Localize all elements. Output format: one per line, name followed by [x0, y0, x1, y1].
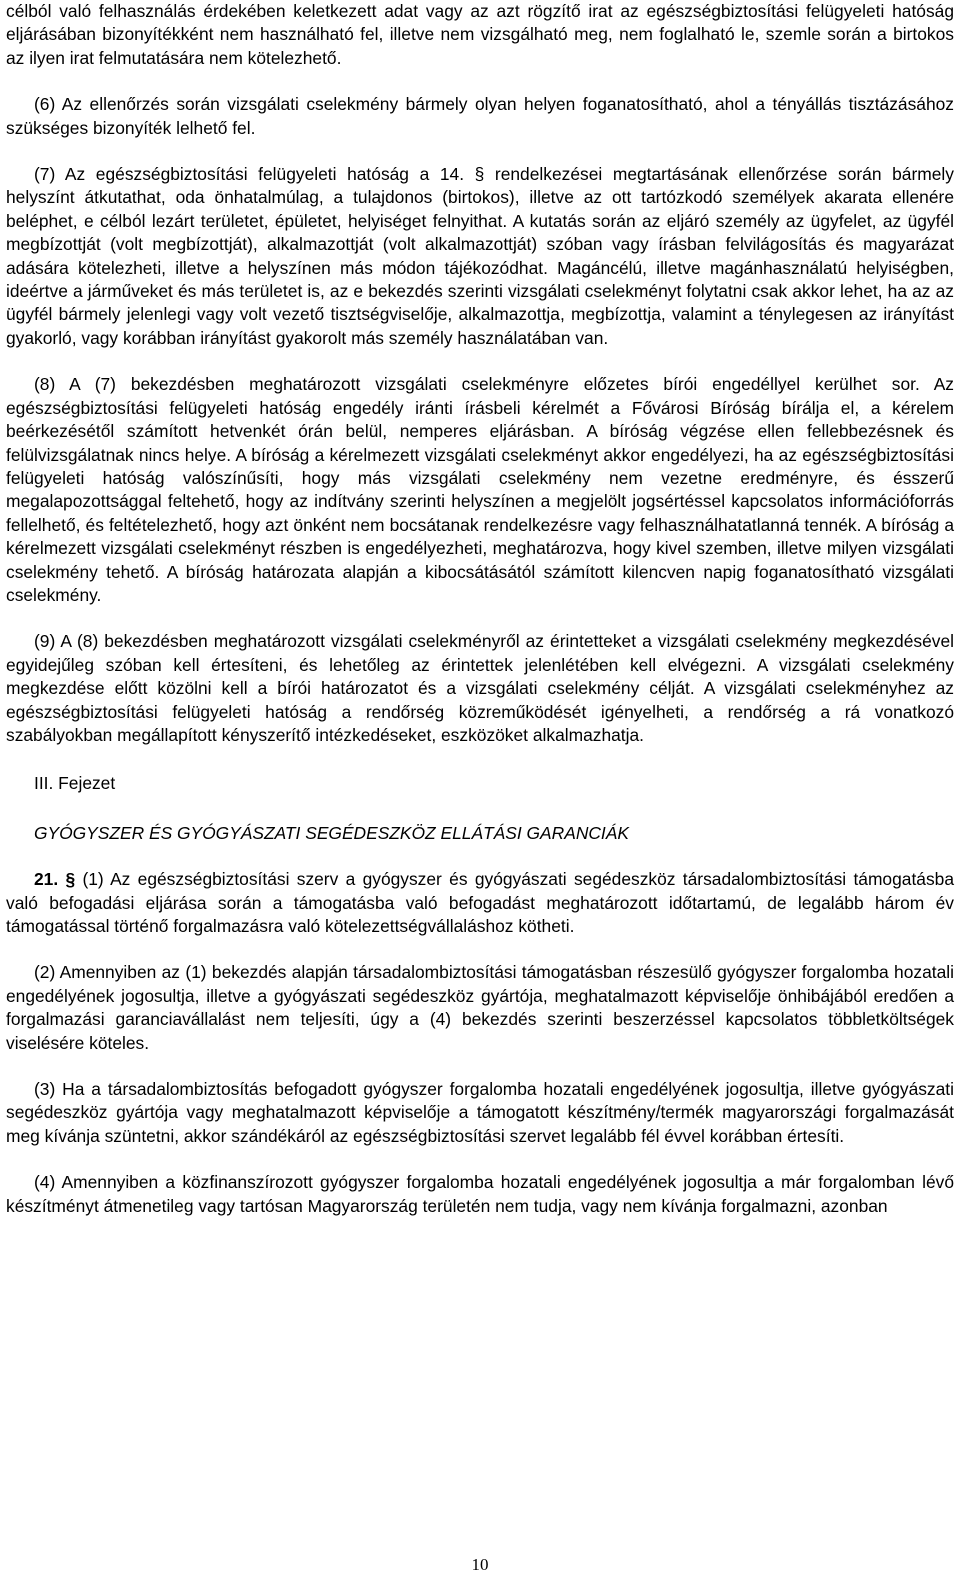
- paragraph-7: (7) Az egészségbiztosítási felügyeleti hatóság a 14. § rendelkezései megtartásának ellenőrzése során bármely helyszínt átkutathat, oda önhatalmúlag, a tulajdonos (birtokos), illetve az ott tartózkodó személyek akarata ellenére beléphet, e célból lezárt területet, épületet, helyiséget felnyithat. A kutatás során az eljáró személy az ügyfelet, az ügyfél megbízottját (volt megbízottját), alkalmazottját (volt alkalmazottját) szóban vagy írásban felvilágosítás és magyarázat adására kötelezheti, illetve a helyszínen más módon tájékozódhat. Magáncélú, illetve magánhasználatú helyiségben, ideértve a járműveket és más területet is, az e bekezdés szerinti vizsgálati cselekményt folytatni csak akkor lehet, ha az az ügyfél bármely jelenlegi vagy volt vezető tisztségviselője, alkalmazottja, megbízottja, valamint a ténylegesen az irányítást gyakorló, vagy korábban irányítást gyakorolt más személy használatában van.: [6, 164, 954, 348]
- intro-paragraph: célból való felhasználás érdekében keletkezett adat vagy az azt rögzítő irat az egészségbiztosítási felügyeleti hatóság eljárásában bizonyítékként nem használható fel, illetve nem vizsgálható meg, nem foglalható le, szemle során a birtokos az ilyen irat felmutatására nem kötelezhető.: [6, 1, 954, 68]
- page-number: 10: [471, 1555, 489, 1574]
- paragraph-8: (8) A (7) bekezdésben meghatározott vizsgálati cselekményre előzetes bírói engedéllyel kerülhet sor. Az egészségbiztosítási felügyeleti hatóság engedély iránti írásbeli kérelmét a Fővárosi Bíróság bírálja el, a kérelem beérkezésétől számított hetvenkét órán belül, nemperes eljárásban. A bíróság végzése ellen fellebbezésnek és felülvizsgálatnak nincs helye. A bíróság a kérelmezett vizsgálati cselekményt akkor engedélyezi, ha az egészségbiztosítási felügyeleti hatóság valószínűsíti, hogy más vizsgálati cselekmény nem vezetne eredményre, és ésszerű megalapozottsággal feltehető, hogy az indítvány szerinti helyszínen a megjelölt jogsértéssel kapcsolatos információforrás fellelhető, és feltételezhető, hogy azt önként nem bocsátanak rendelkezésre vagy felhasználhatatlanná tennék. A bíróság a kérelmezett vizsgálati cselekményt részben is engedélyezheti, meghatározva, hogy kivel szemben, illetve milyen vizsgálati cselekmény tehető. A bíróság határozata alapján a kibocsátásától számított kilencven napig foganatosítható vizsgálati cselekmény.: [6, 374, 954, 605]
- section-number: 21. §: [34, 869, 76, 890]
- section-21-paragraph-2: (2) Amennyiben az (1) bekezdés alapján társadalombiztosítási támogatásban részesülő gyógyszer forgalomba hozatali engedélyének jogosultja, illetve a gyógyászati segédeszköz gyártója, meghatalmazott képviselője önhibájából eredően a forgalmazási garanciavállalást nem teljesíti, úgy a (4) bekezdés szerinti beszerzéssel kapcsolatos többletköltségek viselésére köteles.: [6, 962, 954, 1053]
- document-page: [6, 0, 954, 1218]
- chapter-heading: III. Fejezet: [34, 773, 116, 794]
- paragraph-6: (6) Az ellenőrzés során vizsgálati cselekmény bármely olyan helyen foganatosítható, ahol a tényállás tisztázásához szükséges bizonyíték lelhető fel.: [6, 94, 954, 138]
- section-21-text-1: (1) Az egészségbiztosítási szerv a gyógyszer és gyógyászati segédeszköz társadalombiztosítási támogatásba való befogadási eljárása során a támogatásba való befogadást meghatározott időtartamú, de legalább három év támogatással történő forgalmazásra való kötelezettségvállaláshoz kötheti.: [6, 869, 954, 936]
- section-21-paragraph-3: (3) Ha a társadalombiztosítás befogadott gyógyszer forgalomba hozatali engedélyének jogosultja, illetve gyógyászati segédeszköz gyártója vagy meghatalmazott képviselője a támogatott készítmény/termék magyarországi forgalmazását meg kívánja szüntetni, akkor szándékáról az egészségbiztosítási szervet legalább fél évvel korábban értesíti.: [6, 1079, 954, 1146]
- section-21-paragraph-4: (4) Amennyiben a közfinanszírozott gyógyszer forgalomba hozatali engedélyének jogosultja a már forgalomban lévő készítményt átmenetileg vagy tartósan Magyarország területén nem tudja, vagy nem kívánja forgalmazni, azonban: [6, 1172, 954, 1216]
- section-21-paragraph-1: [6, 868, 954, 938]
- paragraph-9: (9) A (8) bekezdésben meghatározott vizsgálati cselekményről az érintetteket a vizsgálati cselekmény megkezdésével egyidejűleg szóban kell értesíteni, és lehetőleg az érintettek jelenlétében kell elvégezni. A vizsgálati cselekmény megkezdése előtt közölni kell a bírói határozatot és a vizsgálati cselekmény célját. A vizsgálati cselekményhez az egészségbiztosítási felügyeleti hatóság a rendőrség közreműködését igényelheti, a rendőrség a rá vonatkozó szabályokban megállapított kényszerítő intézkedéseket, eszközöket alkalmazhatja.: [6, 631, 954, 745]
- chapter-title: GYÓGYSZER ÉS GYÓGYÁSZATI SEGÉDESZKÖZ ELLÁTÁSI GARANCIÁK: [34, 822, 629, 843]
